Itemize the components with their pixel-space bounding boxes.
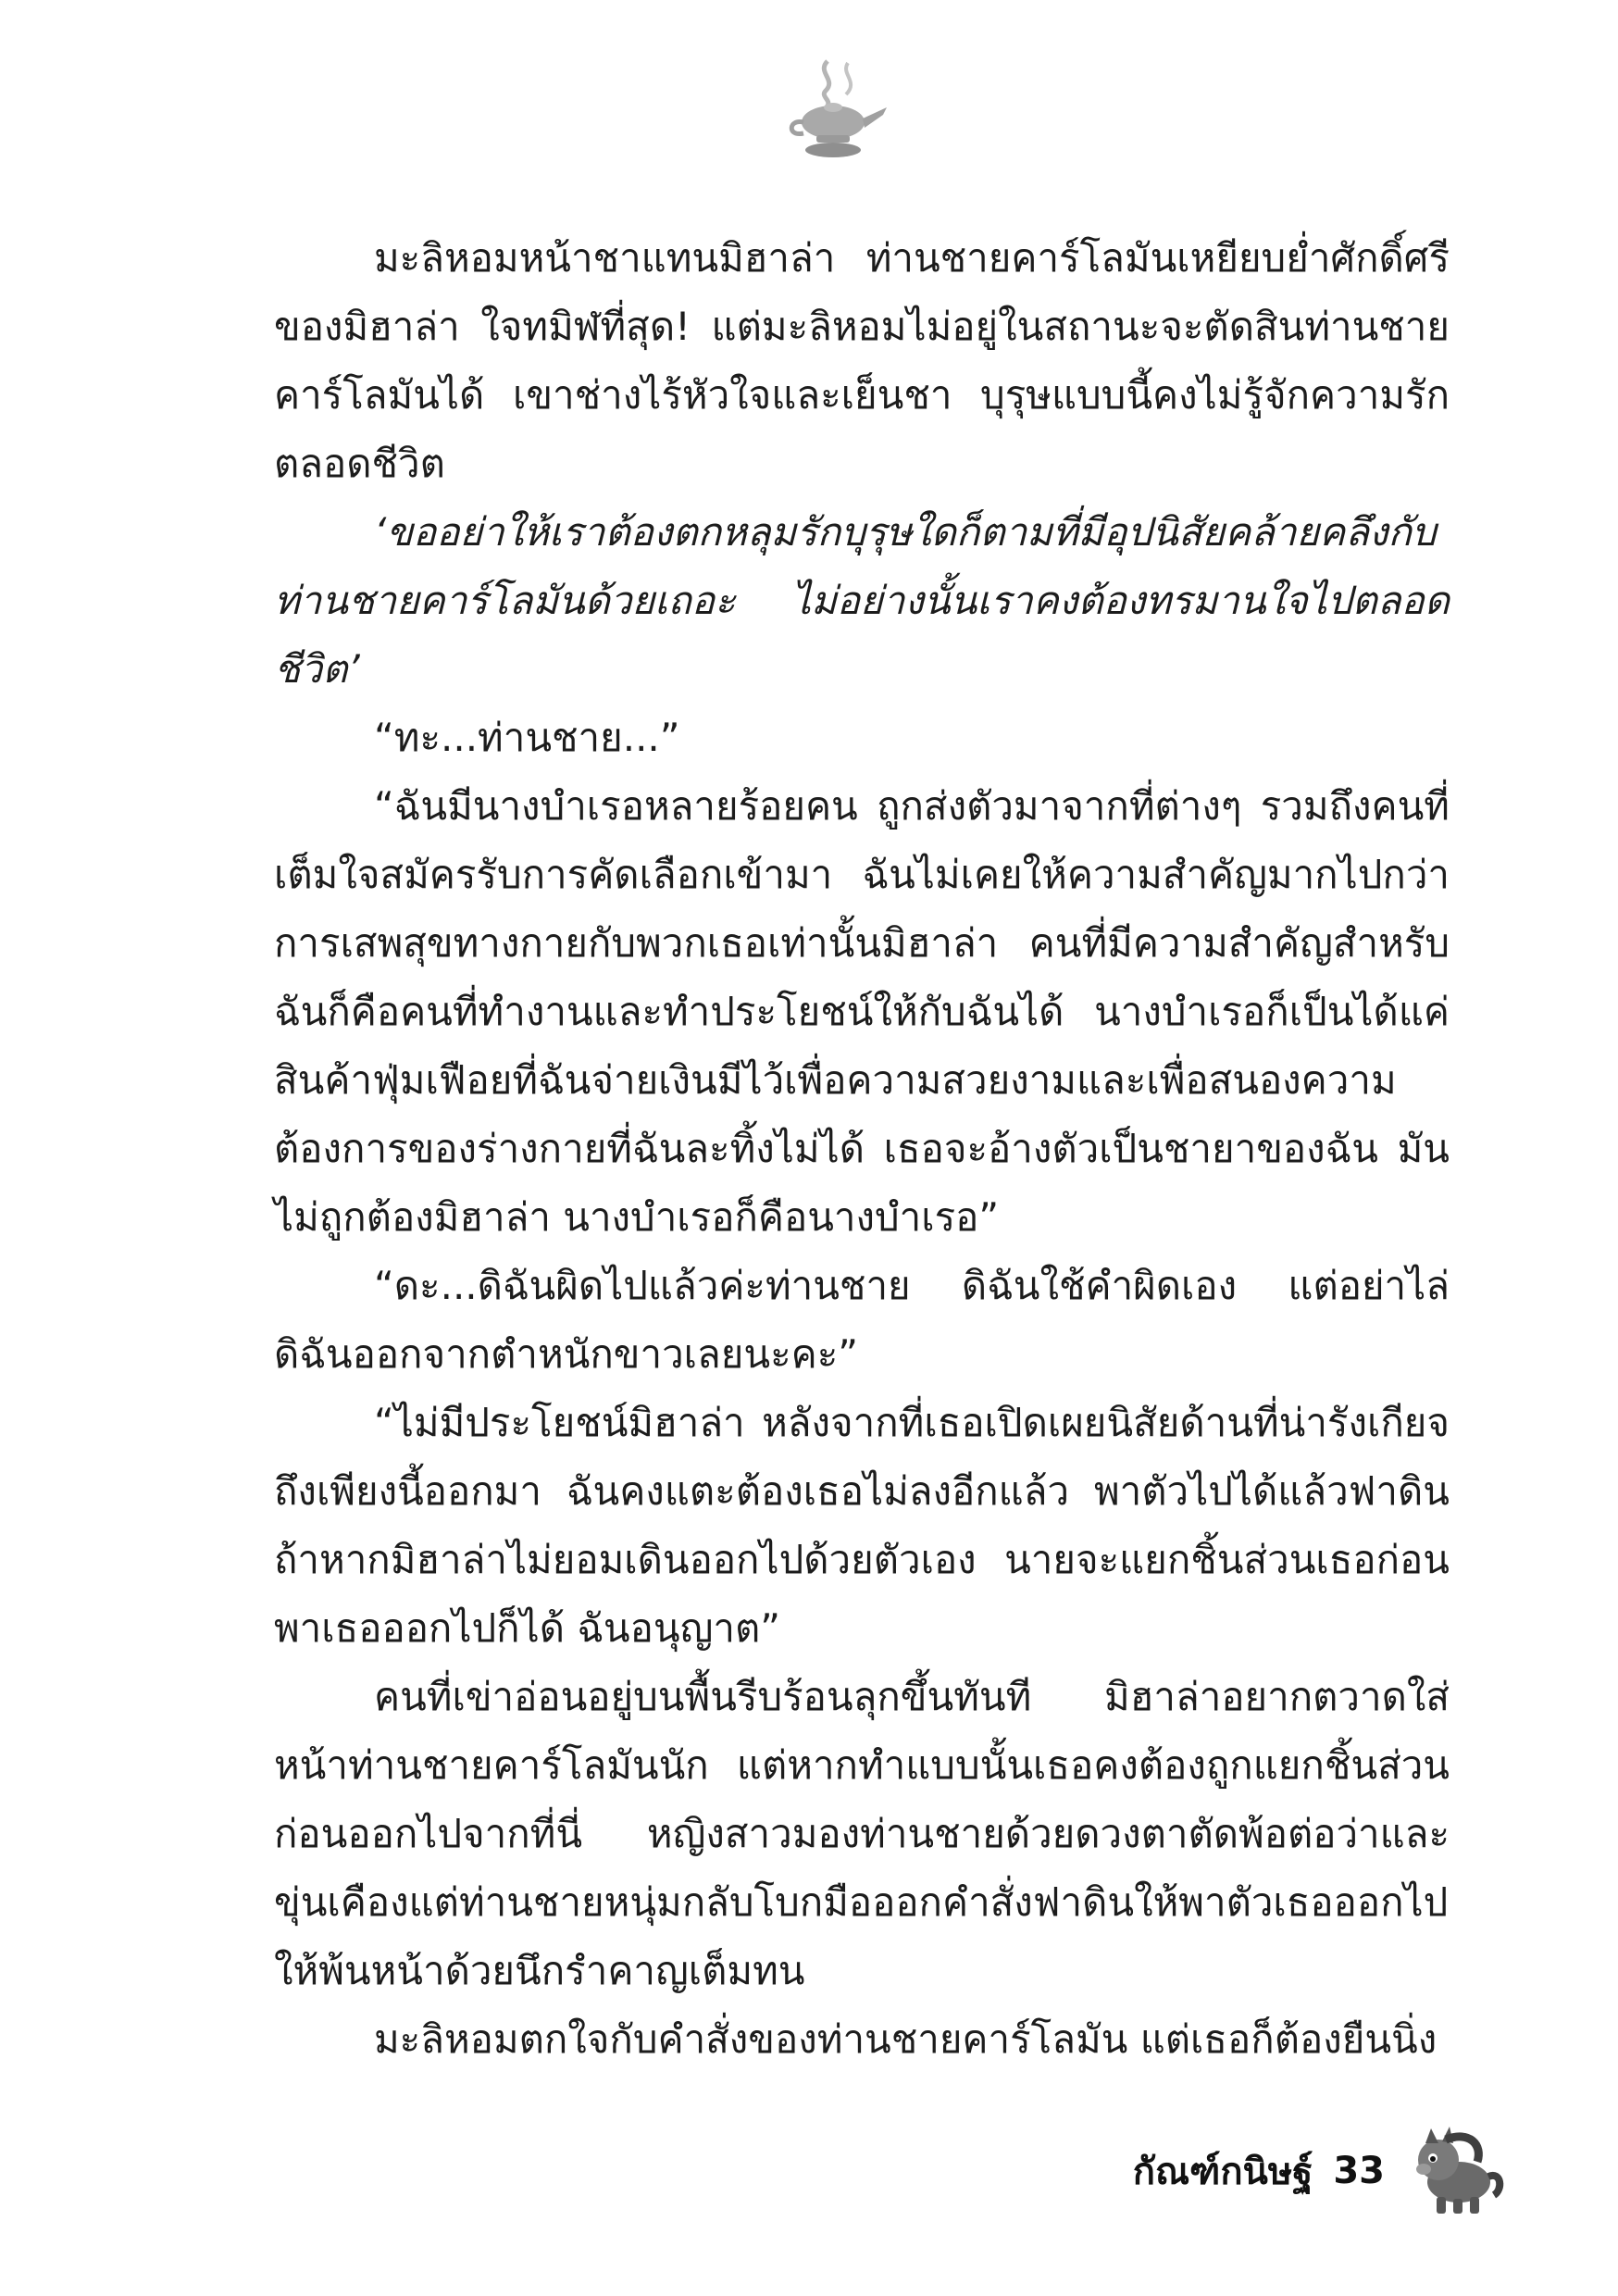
paragraph: มะลิหอมหน้าชาแทนมิฮาล่า ท่านชายคาร์โลมันเหยียบย่ำศักดิ์ศรีของมิฮาล่า ใจทมิฬที่สุด! แต่มะลิหอมไม่อยู่ในสถานะจะตัดสินท่านชายคาร์โลมันได้ เขาช่างไร้หัวใจและเย็นชา บุรุษแบบนี้คงไม่รู้จักความรักตลอดชีวิต [274,235,1450,486]
paragraph: มะลิหอมตกใจกับคำสั่งของท่านชายคาร์โลมัน แต่เธอก็ต้องยืนนิ่ง [374,2016,1438,2062]
paragraph: “ดะ...ดิฉันผิดไปแล้วค่ะท่านชาย ดิฉันใช้คำผิดเอง แต่อย่าไล่ดิฉันออกจากตำหนักขาวเลยนะคะ” [274,1263,1450,1377]
genie-lamp-icon [772,54,902,165]
pony-mascot-icon [1405,2125,1507,2217]
paragraph: คนที่เข่าอ่อนอยู่บนพื้นรีบร้อนลุกขึ้นทันที มิฮาล่าอยากตวาดใส่หน้าท่านชายคาร์โลมันนัก แต่หากทำแบบนั้นเธอคงต้องถูกแยกชิ้นส่วนก่อนออกไปจากที่นี่ หญิงสาวมองท่านชายด้วยดวงตาตัดพ้อต่อว่าและขุ่นเคืองแต่ท่านชายหนุ่มกลับโบกมือออกคำสั่งฟาดินให้พาตัวเธอออกไปให้พ้นหน้าด้วยนึกรำคาญเต็มทน [274,1674,1450,1993]
paragraph: “ไม่มีประโยชน์มิฮาล่า หลังจากที่เธอเปิดเผยนิสัยด้านที่น่ารังเกียจถึงเพียงนี้ออกมา ฉันคงแตะต้องเธอไม่ลงอีกแล้ว พาตัวไปได้แล้วฟาดินถ้าหากมิฮาล่าไม่ยอมเดินออกไปด้วยตัวเอง นายจะแยกชิ้นส่วนเธอก่อนพาเธอออกไปก็ได้ ฉันอนุญาต” [274,1400,1450,1651]
page-footer [1133,2120,1507,2222]
thought-paragraph: ‘ขออย่าให้เราต้องตกหลุมรักบุรุษใดก็ตามที่มีอุปนิสัยคล้ายคลึงกับท่านชายคาร์โลมันด้วยเถอะ ไม่อย่างนั้นเราคงต้องทรมานใจไปตลอดชีวิต’ [274,509,1450,692]
paragraph: “ทะ...ท่านชาย...” [374,715,680,760]
page-number: 33 [1333,2150,1385,2192]
book-title: กัณฑ์กนิษฐ์ [1132,2151,1313,2193]
story-text [274,224,1450,2074]
paragraph: “ฉันมีนางบำเรอหลายร้อยคน ถูกส่งตัวมาจากที่ต่างๆ รวมถึงคนที่เต็มใจสมัครรับการคัดเลือกเข้ามา ฉันไม่เคยให้ความสำคัญมากไปกว่าการเสพสุขทางกายกับพวกเธอเท่านั้นมิฮาล่า คนที่มีความสำคัญสำหรับฉันก็คือคนที่ทำงานและทำประโยชน์ให้กับฉันได้ นางบำเรอก็เป็นได้แค่สินค้าฟุ่มเฟือยที่ฉันจ่ายเงินมีไว้เพื่อความสวยงามและเพื่อสนองความต้องการของร่างกายที่ฉันละทิ้งไม่ได้ เธอจะอ้างตัวเป็นชายาของฉัน มันไม่ถูกต้องมิฮาล่า นางบำเรอก็คือนางบำเรอ” [274,783,1450,1240]
